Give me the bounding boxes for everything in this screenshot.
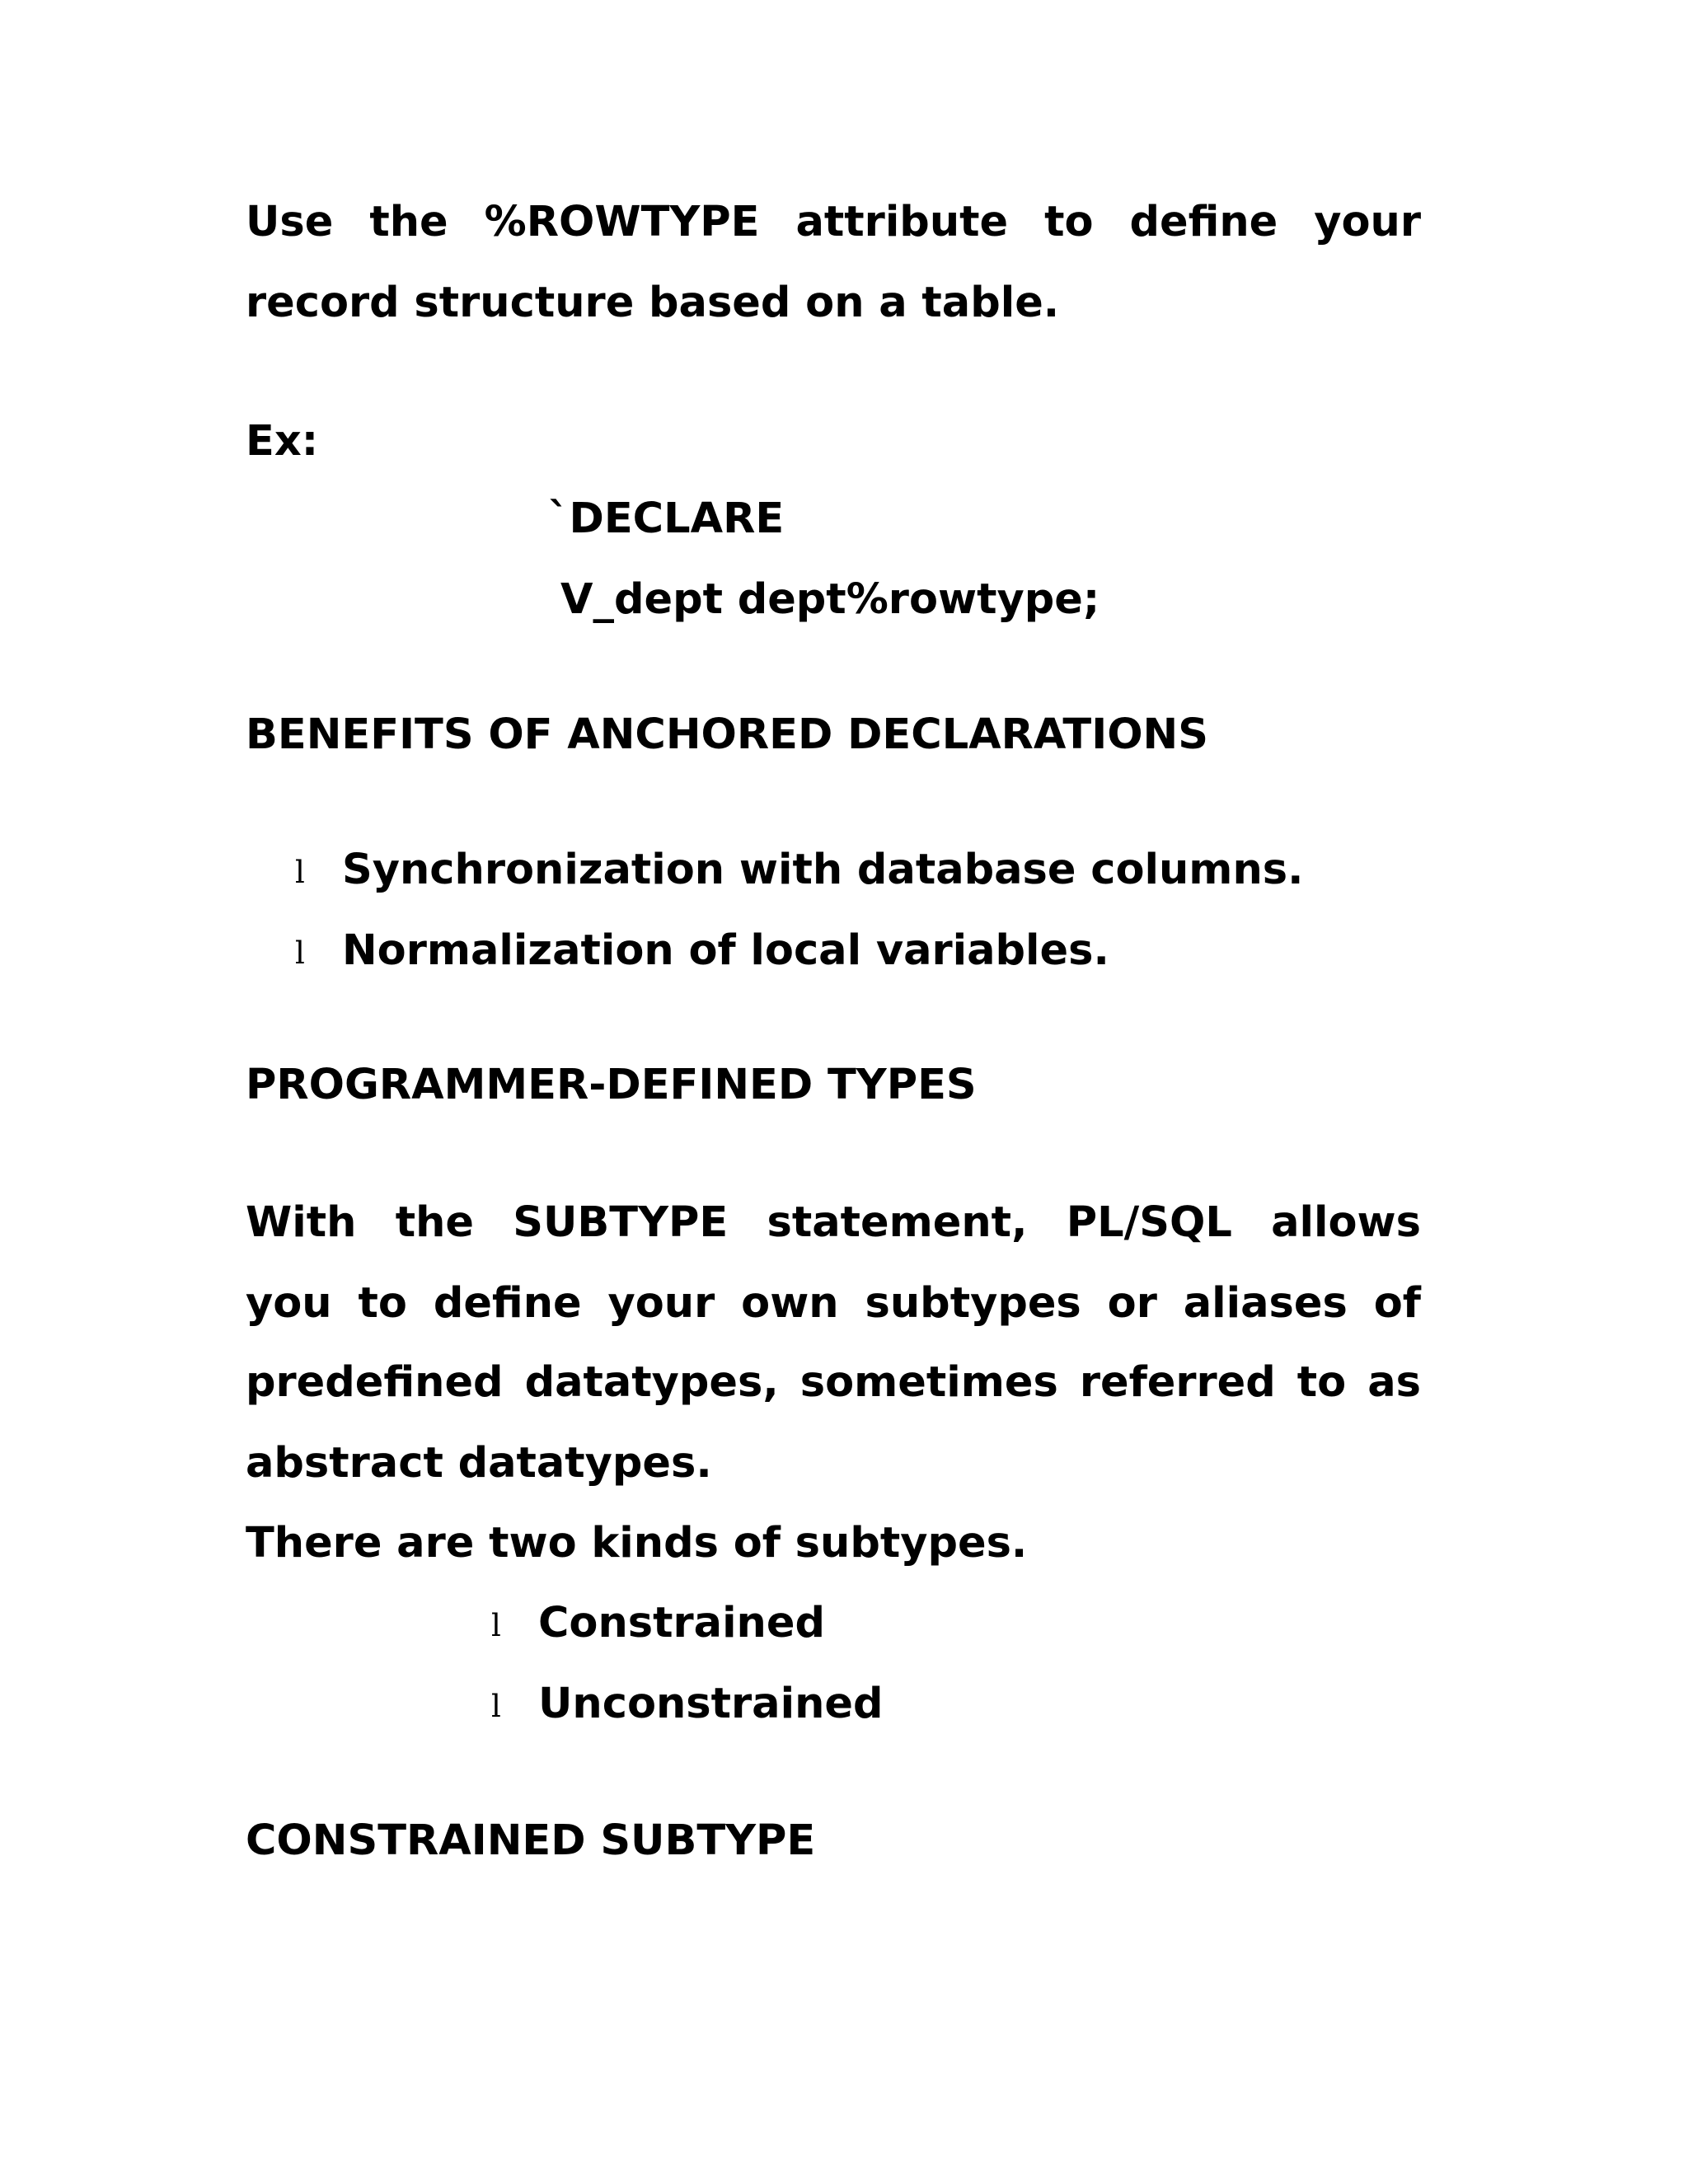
benefit-item-1: Synchronization with database columns.: [342, 846, 1304, 894]
code-declare: `DECLARE: [548, 494, 785, 543]
subtype-kind-unconstrained: Unconstrained: [538, 1680, 884, 1728]
subtype-kind-constrained: Constrained: [538, 1599, 825, 1647]
benefit-item-2: Normalization of local variables.: [342, 926, 1109, 975]
subtype-paragraph-line-4: abstract datatypes.: [246, 1439, 712, 1488]
subtype-paragraph-line-3: predefined datatypes, sometimes referred to as: [246, 1358, 1421, 1407]
rowtype-intro-line-1: Use the %ROWTYPE attribute to define your: [246, 198, 1421, 246]
bullet-icon: l: [491, 1608, 501, 1643]
code-variable-declaration: V_dept dept%rowtype;: [560, 575, 1100, 624]
subtype-kinds-intro: There are two kinds of subtypes.: [246, 1519, 1028, 1568]
bullet-icon: l: [295, 855, 305, 890]
rowtype-intro-line-2: record structure based on a table.: [246, 279, 1060, 327]
bullet-icon: l: [295, 935, 305, 971]
subtype-paragraph-line-2: you to define your own subtypes or aliases of: [246, 1279, 1421, 1328]
programmer-types-heading: PROGRAMMER-DEFINED TYPES: [246, 1061, 977, 1109]
constrained-subtype-heading: CONSTRAINED SUBTYPE: [246, 1816, 816, 1865]
benefits-heading: BENEFITS OF ANCHORED DECLARATIONS: [246, 710, 1208, 759]
example-label: Ex:: [246, 417, 319, 466]
subtype-paragraph-line-1: With the SUBTYPE statement, PL/SQL allows: [246, 1198, 1421, 1247]
bullet-icon: l: [491, 1689, 501, 1724]
